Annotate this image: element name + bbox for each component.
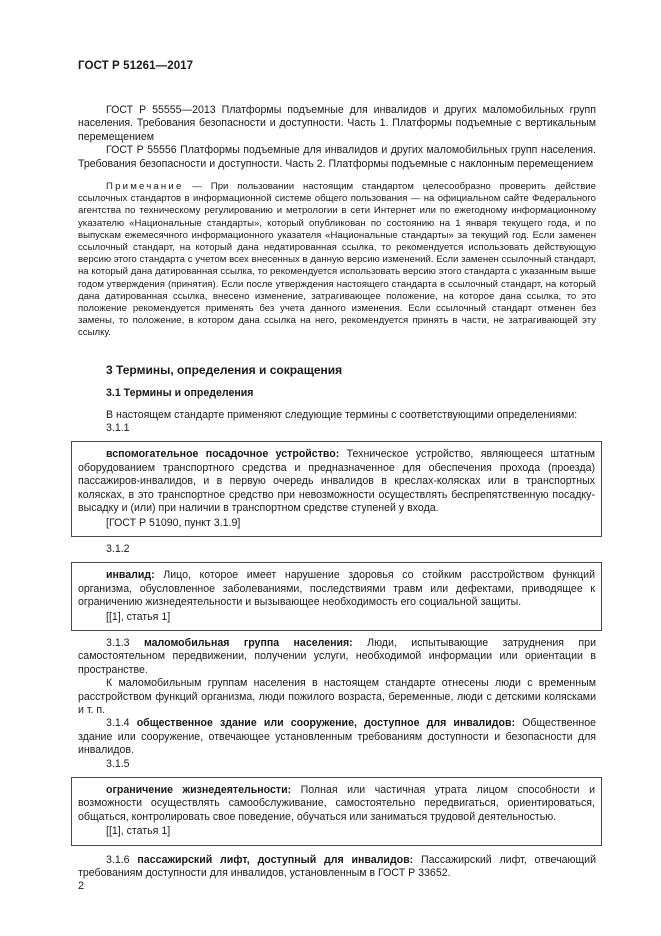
- term-3-1-2-definition: [78, 569, 595, 609]
- subsection-3-1-title: 3.1 Термины и определения: [106, 386, 254, 399]
- term-3-1-4: [78, 717, 596, 757]
- term-3-1-1-box: [71, 441, 602, 536]
- term-3-1-4-term: общественное здание или сооружение, доступное для инвалидов:: [136, 717, 516, 730]
- term-3-1-3: [78, 637, 596, 677]
- term-3-1-1-source: [ГОСТ Р 51090, пункт 3.1.9]: [106, 516, 241, 529]
- term-3-1-2-term: инвалид:: [106, 569, 155, 582]
- term-3-1-2-text: Лицо, которое имеет нарушение здоровья со стойким расстройством функций организма, обусловленное заболеваниями, последствиями травм или дефектами, приводящее к ограничению жизнедеятельности и вызывающее необходимость его социальной защиты.: [78, 569, 595, 609]
- section-3-title: 3 Термины, определения и сокращения: [106, 362, 343, 377]
- term-3-1-3-term: маломобильная группа населения:: [143, 636, 353, 649]
- term-3-1-6-term: пассажирский лифт, доступный для инвалидов:: [137, 853, 414, 866]
- term-3-1-2-number: 3.1.2: [106, 542, 130, 555]
- term-3-1-1-number: 3.1.1: [106, 422, 130, 435]
- term-3-1-5-text: Полная или частичная утрата лицом способности и возможности осуществлять самообслуживание, самостоятельно передвигаться, ориентироваться, общаться, контролировать свое поведение, обучаться или заниматься трудовой деятельностью.: [78, 784, 595, 823]
- term-3-1-5-box: [71, 777, 602, 846]
- term-3-1-5-term: ограничение жизнедеятельности:: [106, 784, 292, 797]
- term-3-1-2-source: [[1], статья 1]: [106, 610, 171, 623]
- term-3-1-3-number: 3.1.3: [106, 636, 130, 649]
- terms-intro: В настоящем стандарте применяют следующие термины с соответствующими определениями:: [106, 408, 578, 421]
- document-header: ГОСТ Р 51261—2017: [78, 60, 194, 72]
- note-paragraph: [78, 181, 596, 340]
- term-3-1-4-text: Общественное здание или сооружение, отвечающее установленным требованиям доступности и безопасности для инвалидов.: [78, 717, 596, 757]
- term-3-1-3-extra: К маломобильным группам населения в настоящем стандарте отнесены люди с временным расстройством функций организма, люди пожилого возраста, беременные, люди с детскими колясками и т. п.: [78, 677, 596, 716]
- term-3-1-1-term: вспомогательное посадочное устройство:: [106, 448, 340, 461]
- page-number: 2: [78, 880, 85, 892]
- reference-gost-55555: ГОСТ Р 55555—2013 Платформы подъемные для инвалидов и других маломобильных групп населения. Требования безопасности и доступности. Часть 1. Платформы подъемные с вертикальным перемещением: [78, 104, 596, 143]
- term-3-1-6-text: Пассажирский лифт, отвечающий требованиям доступности для инвалидов, установленным в ГОСТ Р 33652.: [78, 853, 597, 880]
- term-3-1-6-number: 3.1.6: [106, 853, 130, 866]
- term-3-1-1-text: Техническое устройство, являющееся штатным оборудованием транспортного средства и предназначенное для обеспечения прохода (проезда) пассажиров-инвалидов, и в первую очередь инвалидов в креслах-колясках или в транспортных колясках, в это транспортное средство при невозможности осуществлять беспрепятственную посадку-высадку и (или) при наличии в транспортном средстве ступеней у входа.: [78, 448, 595, 515]
- term-3-1-3-text: Люди, испытывающие затруднения при самостоятельном передвижении, получении услуги, необходимой информации или ориентации в пространстве.: [78, 636, 596, 676]
- page-content: [78, 104, 596, 880]
- note-label: Примечание: [106, 181, 184, 193]
- term-3-1-5-source: [[1], статья 1]: [106, 825, 171, 838]
- term-3-1-1-definition: [78, 448, 595, 515]
- term-3-1-4-number: 3.1.4: [106, 717, 130, 730]
- term-3-1-5-number: 3.1.5: [106, 757, 130, 770]
- term-3-1-2-box: [71, 562, 602, 631]
- term-3-1-6: [78, 854, 596, 881]
- reference-gost-55556: ГОСТ Р 55556 Платформы подъемные для инвалидов и других маломобильных групп населения. Требования безопасности и доступности. Часть 2. Платформы подъемные с наклонным перемещением: [78, 144, 596, 170]
- note-text: — При пользовании настоящим стандартом целесообразно проверить действие ссылочных стандартов в информационной системе общего пользования — на официальном сайте Федерального агентства по техническому регулированию и метрологии в сети Интернет или по ежегодному информационному указателю «Национальные стандарты», который опубликован по состоянию на 1 января текущего года, и по выпускам ежемесячного информационного указателя «Национальные стандарты» за текущий год. Если заменен ссылочный стандарт, на который дана недатированная ссылка, то рекомендуется использовать действующую версию этого стандарта с учетом всех внесенных в данную версию изменений. Если заменен ссылочный стандарт, на который дана датированная ссылка, то рекомендуется использовать версию этого стандарта с указанным выше годом утверждения (принятия). Если после утверждения настоящего стандарта в ссылочный стандарт, на который дана датированная ссылка, внесено изменение, затрагивающее положение, на которое дана ссылка, то это положение рекомендуется применять без учета данного изменения. Если ссылочный стандарт отменен без замены, то положение, в котором дана ссылка на него, рекомендуется принять в части, не затрагивающей эту ссылку.: [78, 181, 596, 339]
- term-3-1-5-definition: [78, 784, 595, 824]
